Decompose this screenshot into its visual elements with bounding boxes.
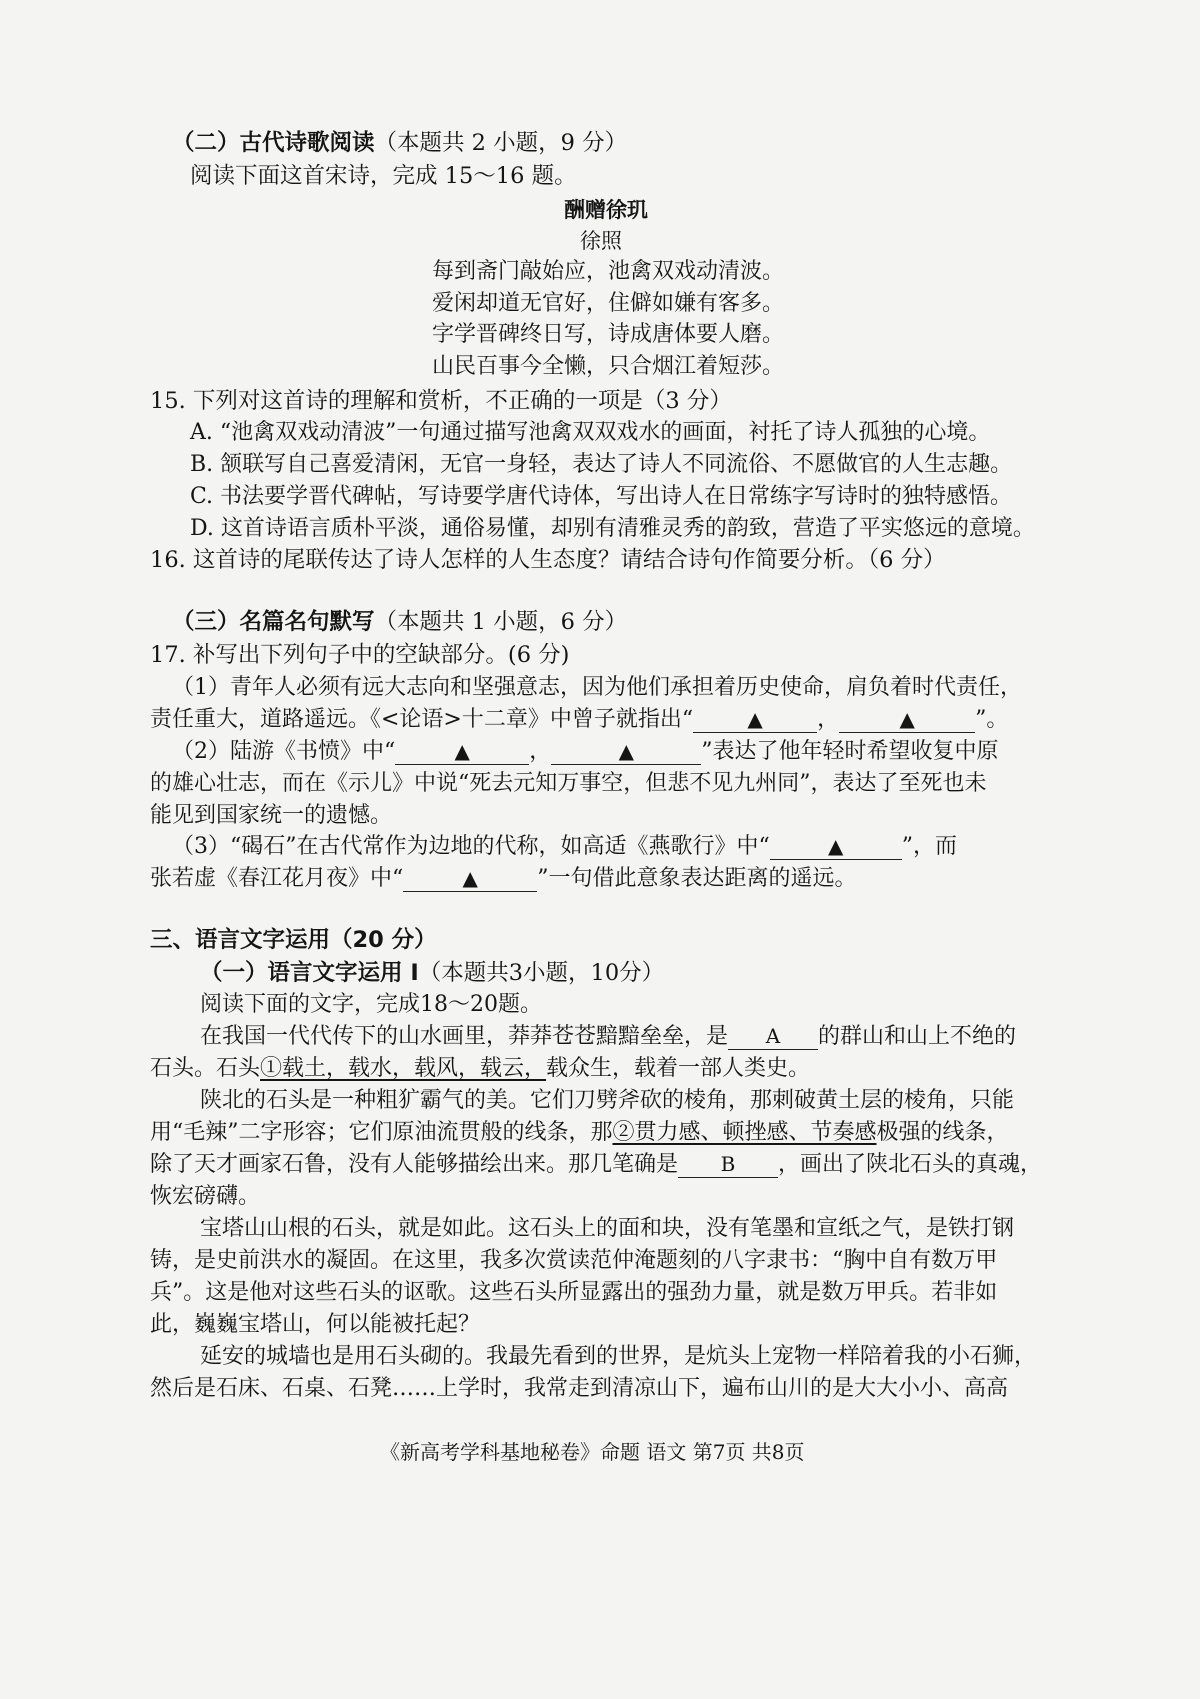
section-note: （本题共3小题，10分） [418,960,665,986]
q17-part2-line1 [172,737,999,767]
q15-option-a: A. “池禽双戏动清波”一句通过描写池禽双双戏水的画面，衬托了诗人孤独的心境。 [190,420,991,445]
q17-part1-text: （1）青年人必须有远大志向和坚强意志，因为他们承担着历史使命，肩负着时代责任， [172,675,1022,700]
instruction-text: 阅读下面这首宋诗，完成 15～16 题。 [190,163,577,189]
passage-line: 恢宏磅礴。 [150,1184,261,1209]
question-16-stem: 16. 这首诗的尾联传达了诗人怎样的人生态度？请结合诗句作简要分析。（6 分） [150,547,946,573]
text-fragment: 的群山和山上不绝的 [818,1024,1017,1049]
poem-line: 山民百事今全懒，只合烟江着短莎。 [432,354,785,379]
instruction-text: 阅读下面的文字，完成18～20题。 [200,992,542,1017]
answer-blank[interactable]: ▲ [693,706,817,733]
section-title: （三）名篇名句默写 [172,609,375,635]
text-fragment: 在我国一代代传下的山水画里，莽莽苍苍黯黯垒垒，是 [200,1024,729,1049]
passage-line [150,1150,1042,1180]
passage-line [200,1022,1016,1052]
text-fragment: 极强的线条， [876,1120,1009,1145]
section-heading [172,607,627,637]
answer-blank[interactable]: ▲ [839,706,975,733]
text-fragment: 张若虚《春江花月夜》中“ [150,866,404,891]
passage-line [150,1118,1009,1148]
q17-part2-line3: 能见到国家统一的遗憾。 [150,803,393,828]
text-fragment: 载众生，载着一部人类史。 [546,1056,811,1081]
section-note: （本题共 2 小题，9 分） [374,130,628,156]
passage-line: 延安的城墙也是用石头砌的。我最先看到的世界，是炕头上宠物一样陪着我的小石狮， [200,1344,1037,1369]
poem-title: 酬赠徐玑 [564,198,648,222]
answer-blank-b[interactable]: B [678,1151,778,1178]
text-fragment: ”，而 [901,834,957,859]
section-title: （一）语言文字运用 Ⅰ [200,960,419,986]
answer-blank[interactable]: ▲ [395,738,529,765]
text-fragment: 用“毛辣”二字形容；它们原油流贯般的线条，那 [150,1120,613,1145]
text-fragment: 除了天才画家石鲁，没有人能够描绘出来。那几笔确是 [150,1152,679,1177]
text-fragment: ”一句借此意象表达距离的遥远。 [537,866,857,891]
passage-line: 宝塔山山根的石头，就是如此。这石头上的面和块，没有笔墨和宣纸之气，是铁打钢 [200,1216,1015,1241]
passage-line: 兵”。这是他对这些石头的讴歌。这些石头所显露出的强劲力量，就是数万甲兵。若非如 [150,1280,998,1305]
answer-blank[interactable]: ▲ [551,738,701,765]
section-note: （本题共 1 小题，6 分） [374,609,628,635]
text-fragment: ， [817,707,840,732]
section-heading [200,958,664,988]
passage-line: 然后是石床、石桌、石凳……上学时，我常走到清凉山下，遍布山川的是大大小小、高高 [150,1376,1009,1401]
passage-line: 此，巍巍宝塔山，何以能被托起？ [150,1312,481,1337]
section-title: （二）古代诗歌阅读 [172,130,375,156]
question-15-stem: 15. 下列对这首诗的理解和赏析，不正确的一项是（3 分） [150,388,732,414]
answer-blank[interactable]: ▲ [770,833,902,860]
page-footer: 《新高考学科基地秘卷》命题 语文 第7页 共8页 [380,1440,805,1464]
q17-part1-line2 [150,705,1008,735]
q15-option-c: C. 书法要学晋代碑帖，写诗要学唐代诗体，写出诗人在日常练字写诗时的独特感悟。 [190,484,1013,509]
q17-part3-line2 [150,864,857,894]
poem-line: 每到斋门敲始应，池禽双戏动清波。 [432,259,785,284]
text-fragment: ”。 [975,707,1009,732]
text-fragment: 石头。石头 [150,1056,261,1081]
text-fragment: ，画出了陕北石头的真魂， [778,1152,1043,1177]
answer-blank[interactable]: ▲ [403,865,537,892]
question-17-stem: 17. 补写出下列句子中的空缺部分。(6 分) [150,642,570,668]
part-title: 三、语言文字运用（20 分） [150,927,437,953]
text-fragment: （2）陆游《书愤》中“ [172,739,396,764]
q17-part3-line1 [172,832,957,862]
text-fragment: ”表达了他年轻时希望收复中原 [701,739,999,764]
text-fragment: （3）“碣石”在古代常作为边地的代称，如高适《燕歌行》中“ [172,834,770,859]
text-fragment: 责任重大，道路遥远。《<论语>十二章》中曾子就指出“ [150,707,694,732]
underlined-text: ②贯力感、顿挫感、节奏感 [612,1120,877,1145]
answer-blank-a[interactable]: A [728,1023,818,1050]
passage-line: 陕北的石头是一种粗犷霸气的美。它们刀劈斧砍的棱角，那刺破黄土层的棱角，只能 [200,1088,1015,1113]
poem-line: 字学晋碑终日写，诗成唐体要人磨。 [432,322,785,347]
section-heading [172,128,627,158]
passage-line: 铸，是史前洪水的凝固。在这里，我多次赏读范仲淹题刻的八字隶书：“胸中自有数万甲 [150,1248,998,1273]
poem-line: 爱闲却道无官好，住僻如嫌有客多。 [432,291,785,316]
underlined-text: ①载土，载水，载风，载云， [260,1056,547,1081]
passage-line [150,1054,810,1084]
text-fragment: ， [529,739,552,764]
q15-option-b: B. 颔联写自己喜爱清闲，无官一身轻，表达了诗人不同流俗、不愿做官的人生志趣。 [190,452,1013,477]
poem-author: 徐照 [580,229,622,253]
q17-part2-line2: 的雄心壮志，而在《示儿》中说“死去元知万事空，但悲不见九州同”，表达了至死也未 [150,771,987,796]
q15-option-d: D. 这首诗语言质朴平淡，通俗易懂，却别有清雅灵秀的韵致，营造了平实悠远的意境。 [190,516,1035,541]
